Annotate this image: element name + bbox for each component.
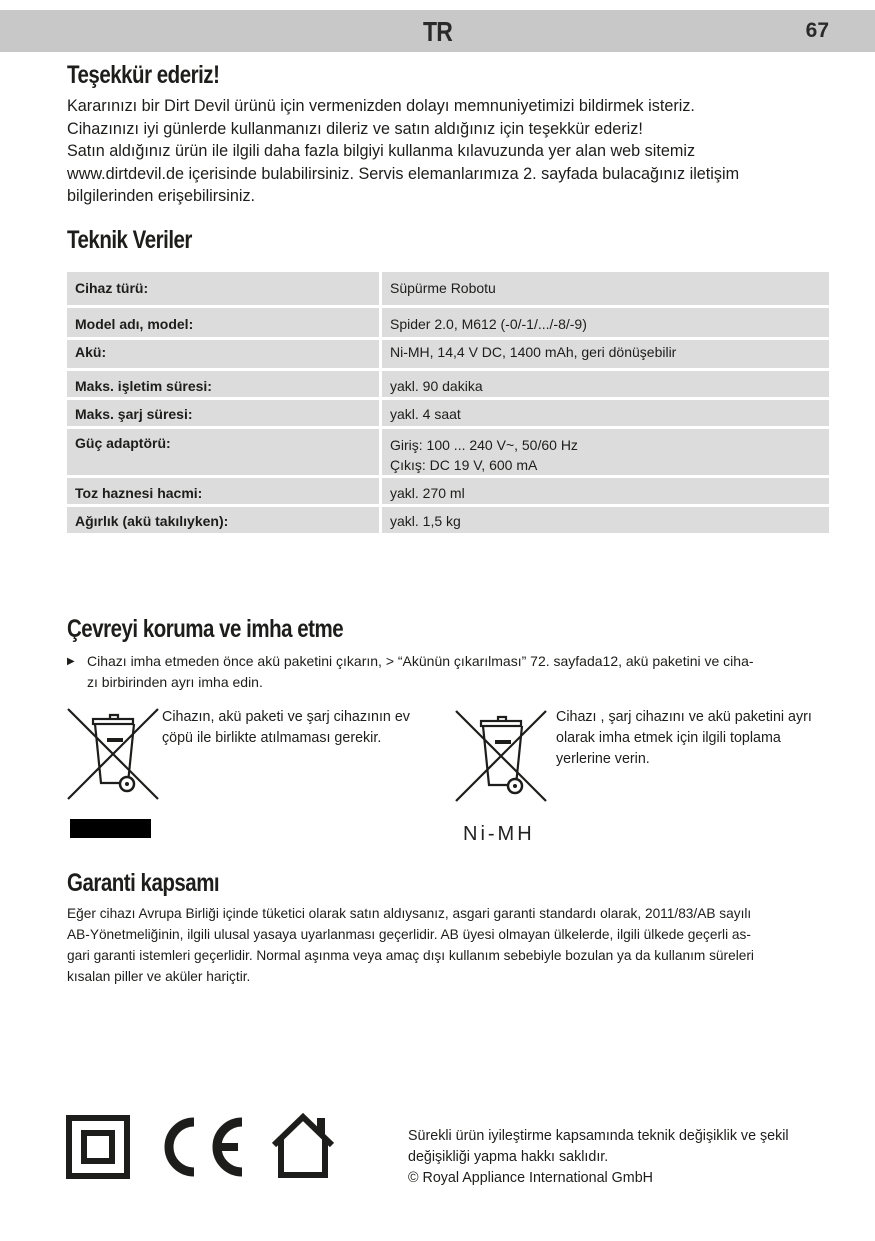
spec-value: Süpürme Robotu (382, 272, 829, 308)
guarantee-title: Garanti kapsamı (67, 869, 220, 897)
bullet-arrow-icon: ▶ (67, 656, 75, 667)
disposal-note-left (162, 707, 410, 749)
table-row (67, 429, 829, 478)
instruction-line: Cihazı imha etmeden önce akü paketini çıkarın, > “Akünün çıkarılması” 72. sayfada12, akü paketini ve ciha- (87, 653, 754, 669)
disposal-line: yerlerine verin. (556, 751, 650, 767)
ce-mark-icon (160, 1116, 250, 1178)
spec-value-line: Çıkış: DC 19 V, 600 mA (390, 457, 538, 473)
battery-type-label: Ni-MH (463, 823, 535, 845)
disposal-line: çöpü ile birlikte atılmaması gerekir. (162, 730, 382, 746)
spec-value: yakl. 4 saat (382, 400, 829, 429)
intro-line: Kararınızı bir Dirt Devil ürünü için vermenizden dolayı memnuniyetimizi bildirmek isteriz. (67, 97, 695, 115)
spec-label: Model adı, model: (67, 308, 382, 340)
page-number: 67 (805, 19, 829, 42)
spec-label: Ağırlık (akü takılıyken): (67, 507, 382, 536)
language-code: TR (423, 16, 452, 47)
footer-line: değişikliği yapma hakkı saklıdır. (408, 1149, 609, 1165)
intro-line: www.dirtdevil.de içerisinde bulabilirsiniz. Servis elemanlarımıza 2. sayfada bulacağınız iletişim (67, 164, 740, 183)
thanks-title: Teşekkür ederiz! (67, 61, 220, 89)
spec-label: Güç adaptörü: (67, 429, 382, 478)
spec-value: yakl. 90 dakika (382, 371, 829, 400)
guarantee-line: kısalan piller ve aküler hariçtir. (67, 969, 251, 984)
guarantee-text (67, 903, 827, 987)
guarantee-line: AB-Yönetmeliğinin, ilgili ulusal yasaya uyarlanması geçerlidir. AB üyesi olmayan ülkelerde, ilgili ülkede geçerli as- (67, 927, 751, 942)
environment-instruction (67, 651, 837, 693)
spec-label: Akü: (67, 340, 382, 371)
table-row (67, 507, 829, 536)
spec-value: yakl. 270 ml (382, 478, 829, 507)
indoor-use-only-icon (269, 1113, 337, 1179)
table-row (67, 478, 829, 507)
intro-text (67, 95, 807, 208)
crossed-out-wheelie-bin-icon (66, 707, 162, 801)
footer-note (408, 1126, 789, 1189)
spec-value: Spider 2.0, M612 (-0/-1/.../-8/-9) (382, 308, 829, 340)
spec-table (67, 272, 829, 536)
page-header (0, 10, 875, 52)
copyright: © Royal Appliance International GmbH (408, 1170, 653, 1186)
spec-value (382, 429, 829, 478)
spec-value: yakl. 1,5 kg (382, 507, 829, 536)
spec-value-line: Giriş: 100 ... 240 V~, 50/60 Hz (390, 437, 578, 453)
table-row (67, 308, 829, 340)
table-row (67, 400, 829, 429)
spec-label: Maks. şarj süresi: (67, 400, 382, 429)
table-row (67, 272, 829, 308)
table-row (67, 340, 829, 371)
disposal-line: Cihazın, akü paketi ve şarj cihazının ev (162, 709, 410, 725)
disposal-line: Cihazı , şarj cihazını ve akü paketini ayrı (556, 709, 812, 725)
spec-label: Toz haznesi hacmi: (67, 478, 382, 507)
technical-title: Teknik Veriler (67, 226, 192, 254)
footer-line: Sürekli ürün iyileştirme kapsamında teknik değişiklik ve şekil (408, 1128, 789, 1144)
table-row (67, 371, 829, 400)
intro-line: bilgilerinden erişebilirsiniz. (67, 187, 256, 206)
spec-value: Ni-MH, 14,4 V DC, 1400 mAh, geri dönüşebilir (382, 340, 829, 371)
environment-title: Çevreyi koruma ve imha etme (67, 615, 344, 643)
guarantee-line: Eğer cihazı Avrupa Birliği içinde tüketici olarak satın aldıysanız, asgari garanti standardı olarak, 2011/83/AB sayılı (67, 906, 752, 921)
intro-line: Cihazınızı iyi günlerde kullanmanızı dileriz ve satın aldığınız için teşekkür ederiz! (67, 119, 643, 138)
guarantee-line: gari garanti istemleri geçerlidir. Normal aşınma veya amaç dışı kullanım sebebiyle bozulan ya da kullanım süreleri (67, 948, 754, 963)
black-bar (70, 819, 151, 838)
intro-line: Satın aldığınız ürün ile ilgili daha fazla bilgiyi kullanma kılavuzunda yer alan web sitemiz (67, 142, 696, 161)
double-insulation-icon (66, 1115, 130, 1179)
instruction-line: zı birbirinden ayrı imha edin. (87, 674, 263, 690)
disposal-note-right (556, 707, 812, 770)
disposal-line: olarak imha etmek için ilgili toplama (556, 730, 781, 746)
crossed-out-wheelie-bin-icon (454, 709, 550, 803)
spec-label: Maks. işletim süresi: (67, 371, 382, 400)
spec-label: Cihaz türü: (67, 272, 382, 308)
